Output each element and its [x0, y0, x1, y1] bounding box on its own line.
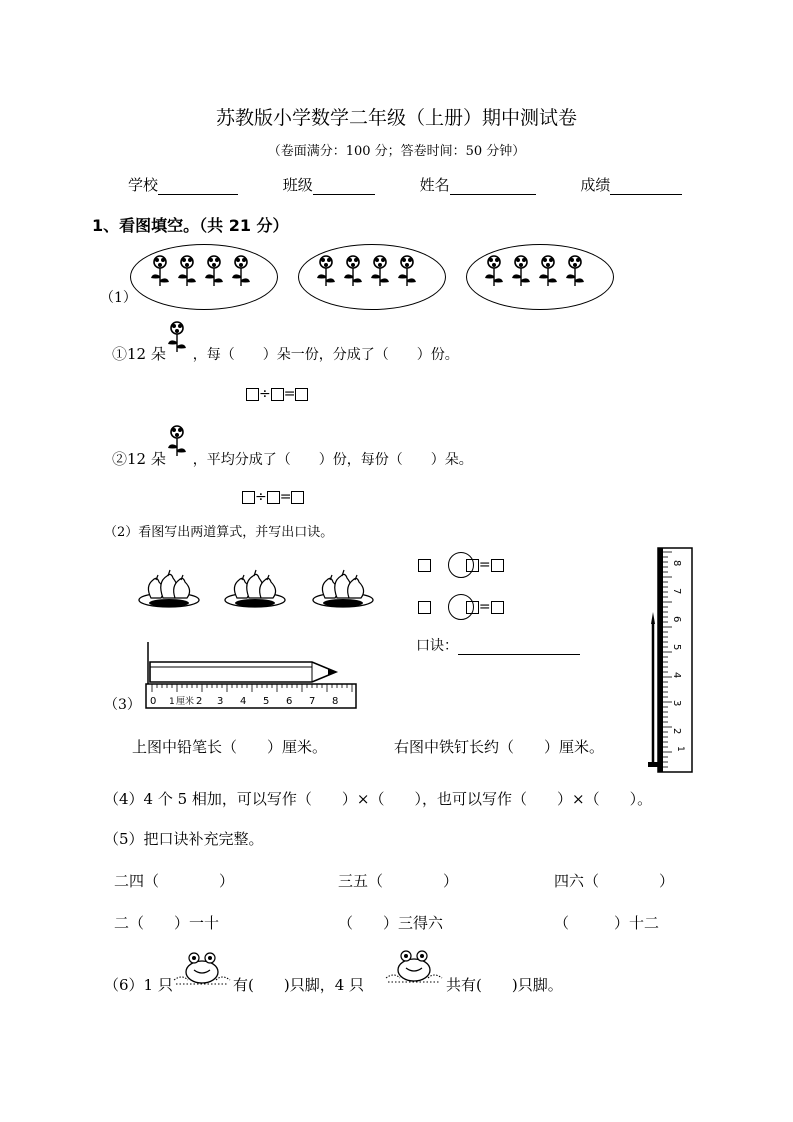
ruler-tick-label: 1	[675, 746, 685, 752]
pear-plate-icon	[225, 570, 285, 607]
q5-item: （ ）十二	[554, 914, 660, 932]
answer-box[interactable]	[242, 491, 255, 504]
ruler-tick-label: 2	[671, 728, 682, 735]
q5-item: 二（ ）一十	[114, 914, 220, 932]
answer-box[interactable]	[295, 388, 308, 401]
ruler-tick-label: 7	[671, 588, 682, 595]
pear-plates	[135, 560, 395, 620]
school-field[interactable]: 学校	[128, 174, 238, 195]
page-title: 苏教版小学数学二年级（上册）期中测试卷	[215, 107, 577, 129]
flower-icon	[317, 256, 335, 286]
flower-icon	[344, 256, 362, 286]
q3-label: （3）	[104, 697, 141, 713]
answer-box[interactable]	[418, 559, 431, 572]
answer-box[interactable]	[291, 491, 304, 504]
ruler-tick-label: 2	[196, 696, 203, 707]
ruler-tick-label: 5	[263, 696, 270, 707]
flower-icon	[539, 256, 557, 286]
flower-icons	[0, 0, 793, 320]
ruler-tick-label: 4	[240, 696, 247, 707]
ruler-unit-label: 厘米	[176, 697, 195, 707]
nail-on-ruler	[640, 540, 700, 780]
ruler-tick-label: 5	[671, 644, 682, 651]
flower-icon	[566, 256, 584, 286]
pear-plate-icon	[139, 570, 199, 607]
q4-text: （4）4 个 5 相加，可以写作（ ）×（ ），也可以写作（ ）×（ ）。	[104, 790, 653, 808]
q6-part3: 共有( )只脚。	[446, 976, 563, 994]
q2-label: （2）看图写出两道算式，并写出口诀。	[104, 525, 334, 540]
q1-equation-2[interactable]: ÷ =	[242, 489, 304, 505]
q6-part2: 有( )只脚，4 只	[233, 976, 365, 994]
q5-item: 二四（ ）	[114, 872, 235, 890]
ruler-tick-label: 4	[671, 672, 682, 679]
ruler-tick-label: 8	[671, 560, 682, 567]
flower-icon	[151, 256, 169, 286]
answer-box[interactable]	[466, 601, 479, 614]
flower-icon	[485, 256, 503, 286]
q5-item: 三五（ ）	[338, 872, 459, 890]
answer-box[interactable]	[491, 601, 504, 614]
q5-item: （ ）三得六	[338, 914, 444, 932]
flower-icon	[205, 256, 223, 286]
flower-icon	[163, 424, 193, 464]
answer-box[interactable]	[246, 388, 259, 401]
ruler-tick-label: 0	[150, 696, 157, 707]
flower-icon	[163, 320, 193, 360]
class-field[interactable]: 班级	[283, 174, 375, 195]
q1-line2: ②12 朵 ，平均分成了（ ）份，每份（ ）朵。	[112, 450, 473, 468]
frog-icon	[384, 946, 444, 986]
q1-line1: ①12 朵 ，每（ ）朵一份，分成了（ ）份。	[112, 345, 459, 363]
exam-info: （卷面满分：100 分；答卷时间：50 分钟）	[267, 144, 526, 159]
q1-equation-1[interactable]: ÷ =	[246, 386, 308, 402]
q5-label: （5）把口诀补充完整。	[104, 830, 264, 848]
score-field[interactable]: 成绩	[580, 174, 682, 195]
q6-part1: （6）1 只	[104, 976, 173, 994]
q2-equation-2[interactable]: =	[418, 594, 504, 620]
ruler-tick-label: 3	[217, 696, 224, 707]
q1-label: （1）	[100, 290, 137, 306]
answer-box[interactable]	[418, 601, 431, 614]
section-heading: 1、看图填空。（共 21 分）	[92, 216, 289, 235]
flower-icon	[232, 256, 250, 286]
koujue-field[interactable]: 口诀：	[416, 635, 580, 655]
ruler-tick-label: 6	[286, 696, 293, 707]
pear-plate-icon	[313, 570, 373, 607]
q3-sentence-b: 右图中铁钉长约（ ）厘米。	[394, 738, 605, 756]
q3-sentence-a: 上图中铅笔长（ ）厘米。	[132, 738, 328, 756]
flower-icon	[512, 256, 530, 286]
answer-box[interactable]	[491, 559, 504, 572]
ruler-tick-label: 8	[332, 696, 339, 707]
ruler-labels	[140, 636, 370, 716]
ruler-tick-label: 1	[169, 697, 175, 707]
q2-equation-1[interactable]: =	[418, 552, 504, 578]
ruler-tick-label: 3	[671, 700, 682, 707]
flower-icon	[398, 256, 416, 286]
answer-box[interactable]	[267, 491, 280, 504]
ruler-tick-label: 6	[671, 616, 682, 623]
flower-icon	[371, 256, 389, 286]
name-field[interactable]: 姓名	[420, 174, 536, 195]
flower-icon	[178, 256, 196, 286]
answer-box[interactable]	[466, 559, 479, 572]
ruler-tick-label: 7	[309, 696, 316, 707]
frog-icon	[172, 948, 232, 988]
answer-box[interactable]	[271, 388, 284, 401]
q5-item: 四六（ ）	[554, 872, 675, 890]
